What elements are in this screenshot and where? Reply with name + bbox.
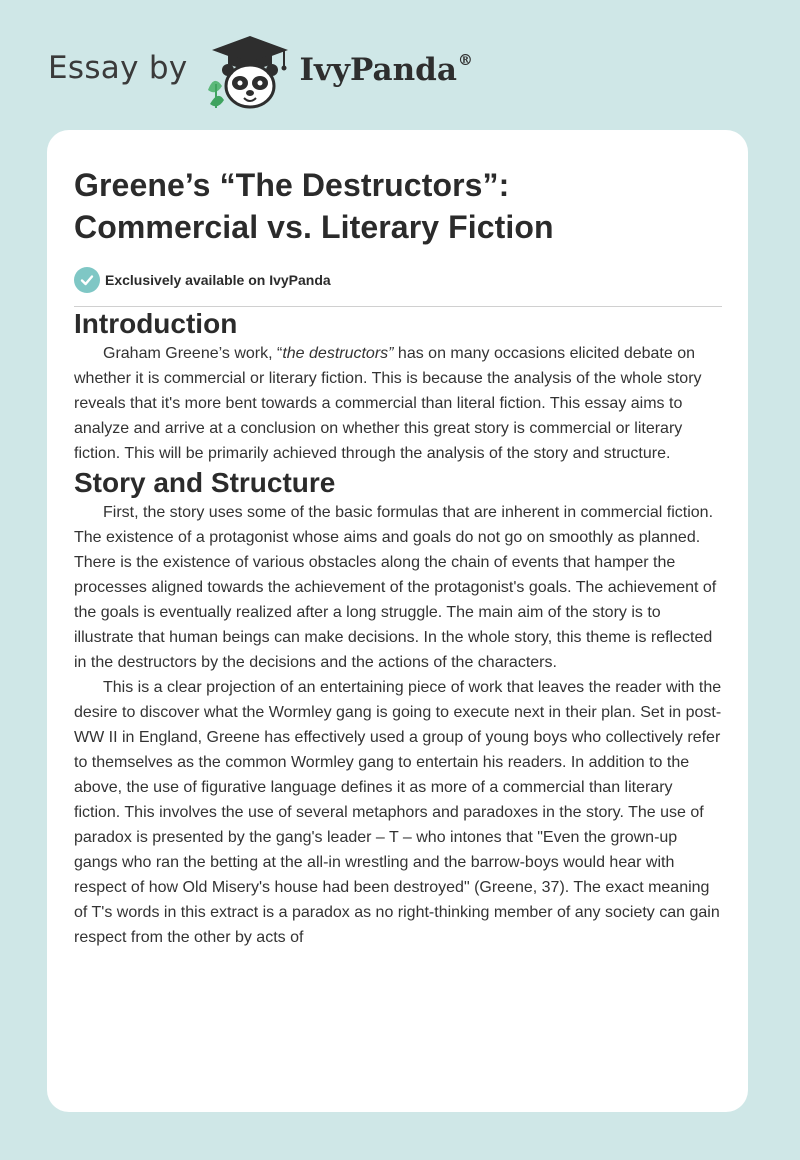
story-paragraph-1: First, the story uses some of the basic formulas that are inherent in commercial fiction. The existence of a protagonist whose aims and goals do not go on smoothly as planned. There is the existence of various obstacles along the chain of events that hamper the processes aligned towards the achievement of the protagonist's goals. The achievement of the goals is eventually realized after a long struggle. The main aim of the story is to illustrate that human beings can make decisions. In the whole story, this theme is reflected in the destructors by the decisions and the actions of the characters. [74,504,717,671]
brand-name: IvyPanda® [299,50,473,88]
story-paragraph-2: This is a clear projection of an entertaining piece of work that leaves the reader with the desire to discover what the Wormley gang is going to execute next in their plan. Set in post-WW II in England, Greene has effectively used a group of young boys who collectively refer to themselves as the common Wormley gang to entertain his readers. In addition to the above, the use of figurative language defines it as more of a commercial than literary fiction. This involves the use of several metaphors and paradoxes in the story. The use of paradox is presented by the gang's leader – T – who intones that "Even the grown-up gangs who ran the betting at the all-in wrestling and the barrow-boys would hear with respect of how Old Misery's house had been destroyed" (Greene, 37). The exact meaning of T's words in this extract is a paradox as no right-thinking member of any society can gain respect from the other by acts of [74,679,722,946]
essay-card [47,130,748,1112]
exclusive-label: Exclusively available on IvyPanda [105,272,331,288]
logo-link[interactable] [204,34,473,110]
check-icon [74,267,100,293]
introduction-paragraph: Graham Greene’s work, “the destructors” has on many occasions elicited debate on whether it is commercial or literary fiction. This is because the analysis of the whole story reveals that it's more bent towards a commercial than literal fiction. This essay aims to analyze and arrive at a conclusion on whether this great story is commercial or literary fiction. This will be primarily achieved through the analysis of the story and structure. [74,345,702,462]
exclusive-badge [74,266,722,294]
section-heading-introduction: Introduction [74,308,238,339]
site-header [48,34,473,110]
section-heading-story-structure: Story and Structure [74,467,336,498]
panda-graduate-icon [204,34,296,110]
page-title: Greene’s “The Destructors”: Commercial vs. Literary Fiction [74,167,554,245]
essay-by-label: Essay by [48,50,188,86]
